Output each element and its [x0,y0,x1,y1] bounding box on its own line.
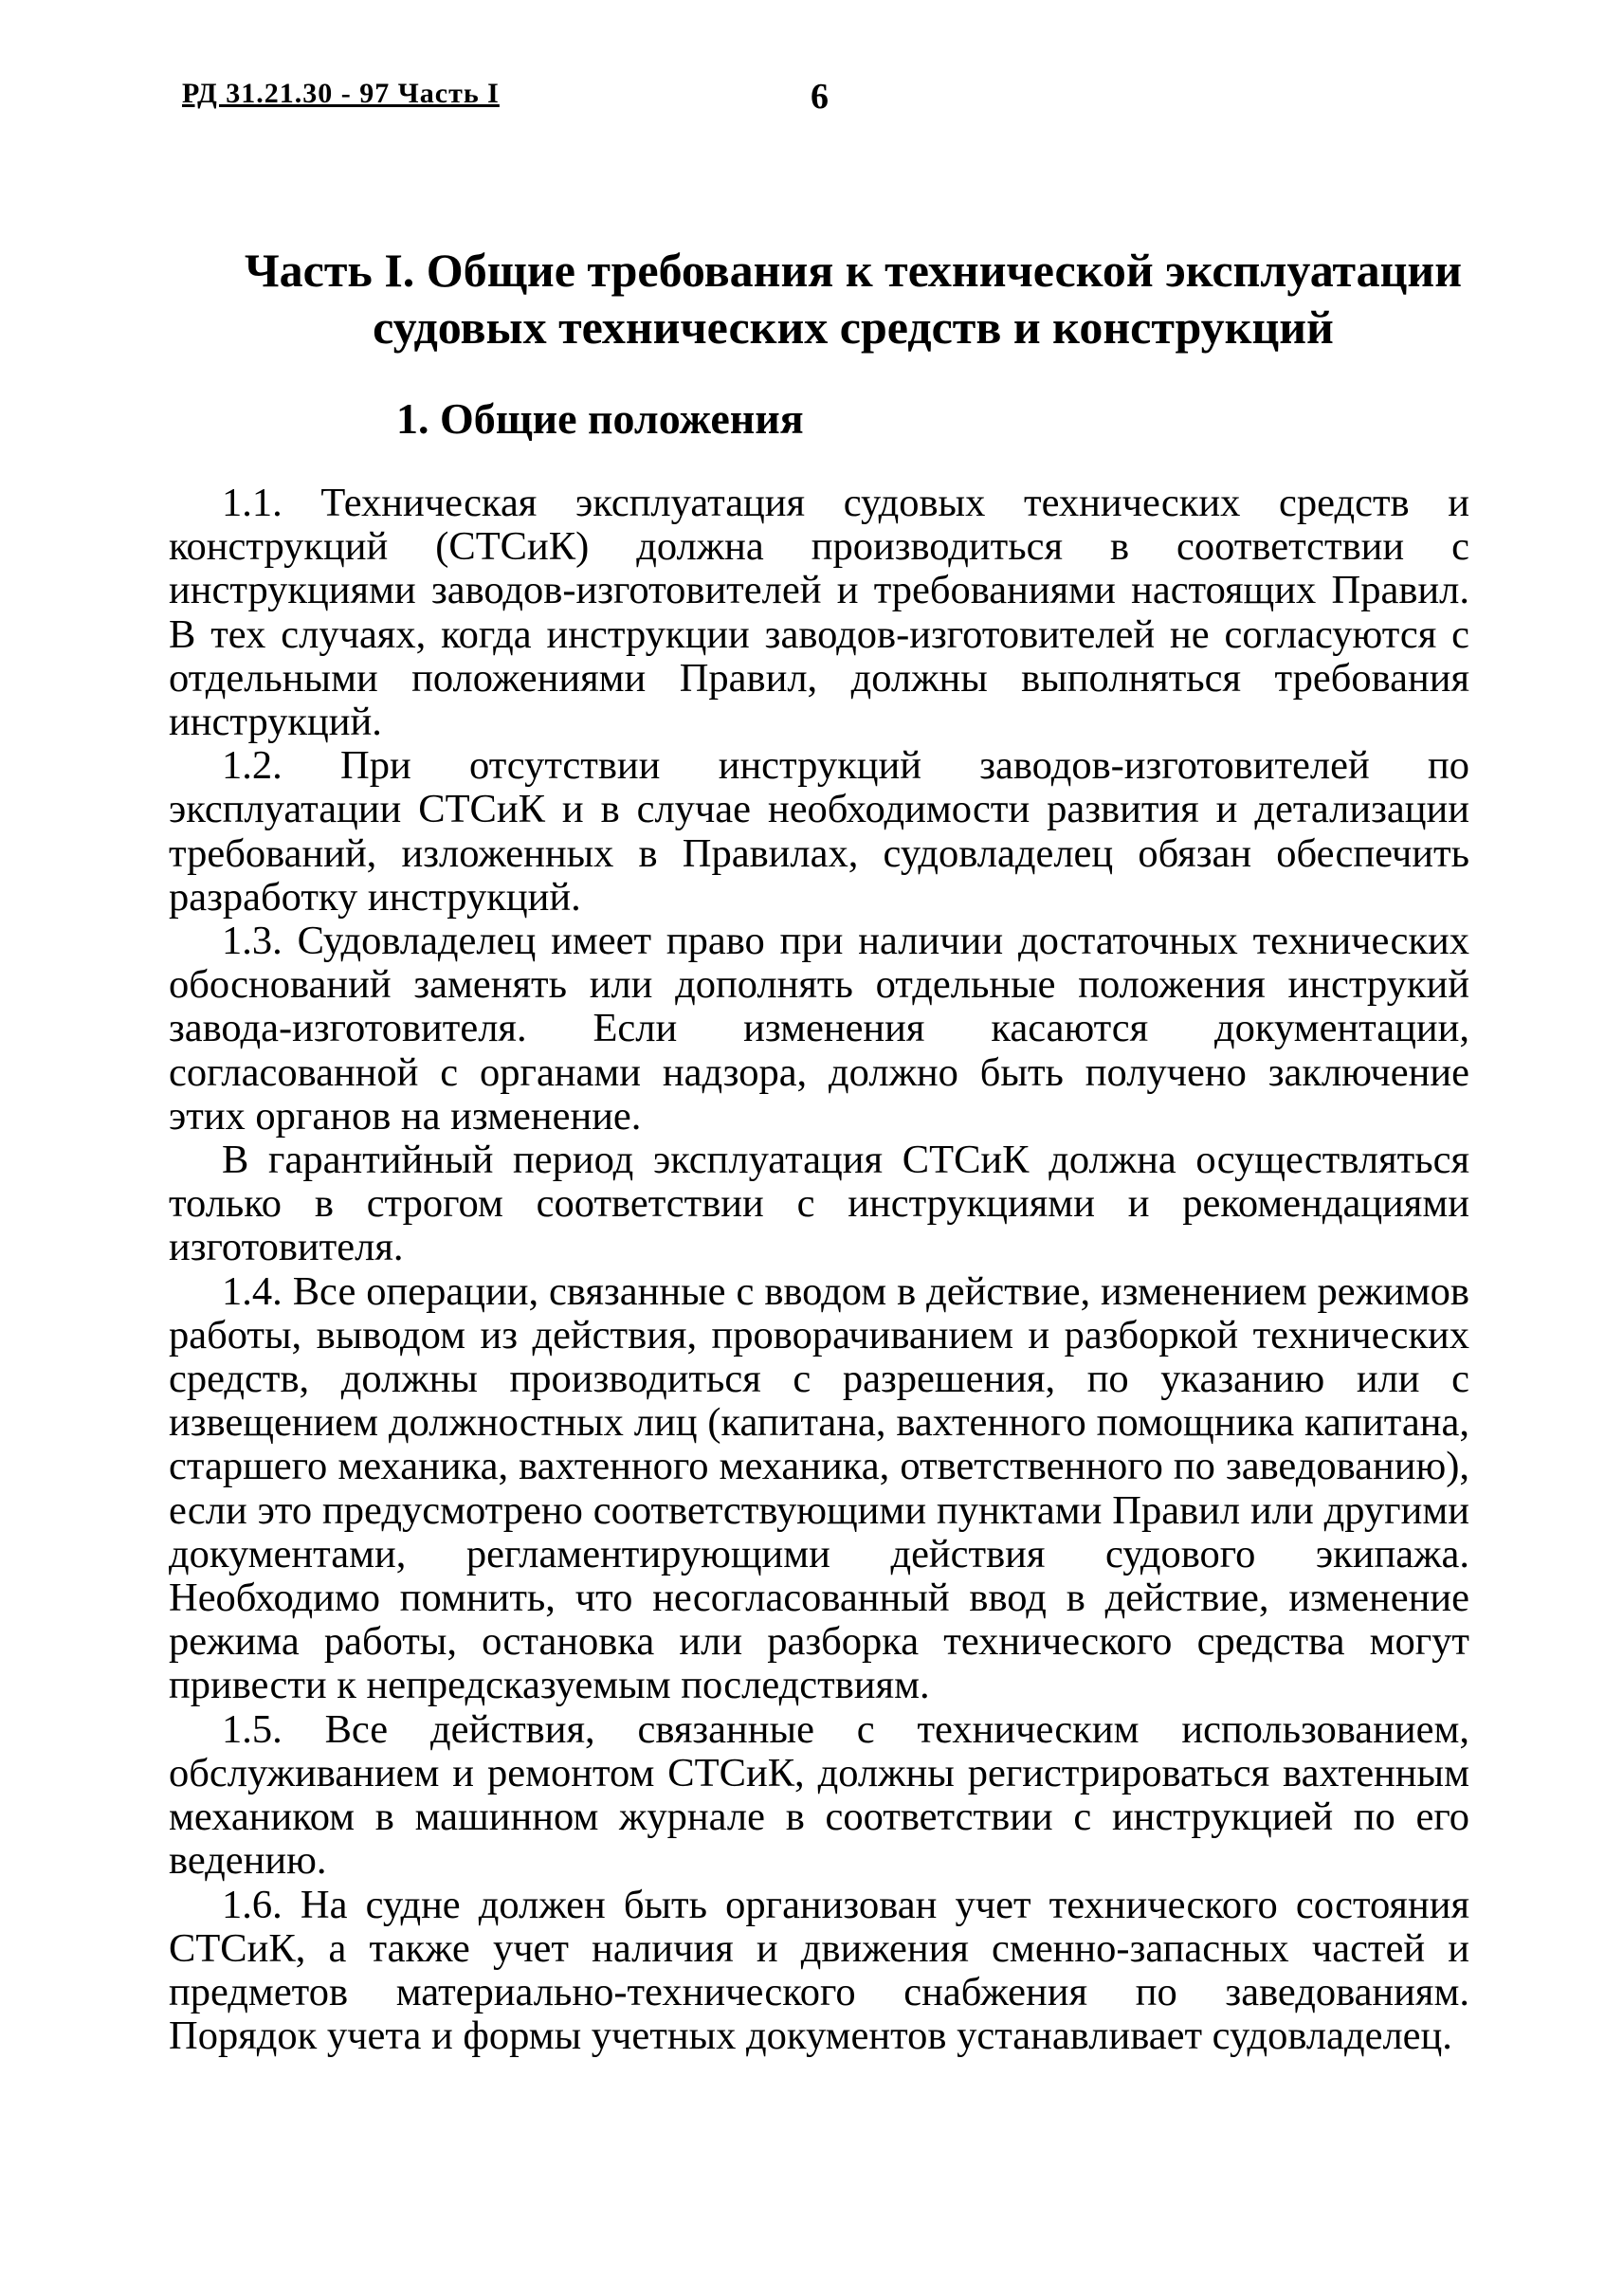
paragraph-warranty: В гарантийный период эксплуатация СТСиК должна осуществляться только в строгом соответствии с инструкциями и рекомендациями изготовителя. [169,1138,1469,1270]
paragraph-1-4: 1.4. Все операции, связанные с вводом в действие, изменением режимов работы, выводом из действия, проворачиванием и разборкой технических средств, должны производиться с разрешения, по указанию или с извещением должностных лиц (капитана, вахтенного помощника капитана, старшего механика, вахтенного механика, ответственного по заведованию), если это предусмотрено соответствующими пунктами Правил или другими документами, регламентирующими действия судового экипажа. Необходимо помнить, что несогласованный ввод в действие, изменение режима работы, остановка или разборка технического средства могут привести к непредсказуемым последствиям. [169,1268,1469,1708]
body-text [169,482,1469,2058]
document-title-line-1: Часть I. Общие требования к технической эксплуатации [244,244,1463,297]
paragraph-1-2: 1.2. При отсутствии инструкций заводов-изготовителей по эксплуатации СТСиК и в случае необходимости развития и детализации требований, изложенных в Правилах, судовладелец обязан обеспечить разработку инструкций. [169,743,1469,920]
paragraph-1-5: 1.5. Все действия, связанные с техническим использованием, обслуживанием и ремонтом СТСиК, должны регистрироваться вахтенным механиком в машинном журнале в соответствии с инструкцией по его ведению. [169,1706,1469,1884]
page-number: 6 [811,77,829,117]
paragraph-1-6: 1.6. На судне должен быть организован учет технического состояния СТСиК, а также учет наличия и движения сменно-запасных частей и предметов материально-технического снабжения по заведованиям. Порядок учета и формы учетных документов устанавливает судовладелец. [169,1882,1469,2059]
section-heading: 1. Общие положения [396,394,804,443]
paragraph-1-1: 1.1. Техническая эксплуатация судовых технических средств и конструкций (СТСиК) должна производиться в соответствии с инструкциями заводов-изготовителей и требованиями настоящих Правил. В тех случаях, когда инструкции заводов-изготовителей не согласуются с отдельными положениями Правил, должны выполняться требования инструкций. [169,481,1469,745]
running-header: РД 31.21.30 - 97 Часть I [182,78,500,109]
document-title [190,242,1517,355]
document-title-line-2: судовых технических средств и конструкций [373,301,1334,354]
paragraph-1-3: 1.3. Судовладелец имеет право при наличии достаточных технических обоснований заменять или дополнять отдельные положения инструкий завода-изготовителя. Если изменения касаются документации, согласованной с органами надзора, должно быть получено заключение этих органов на изменение. [169,919,1469,1139]
